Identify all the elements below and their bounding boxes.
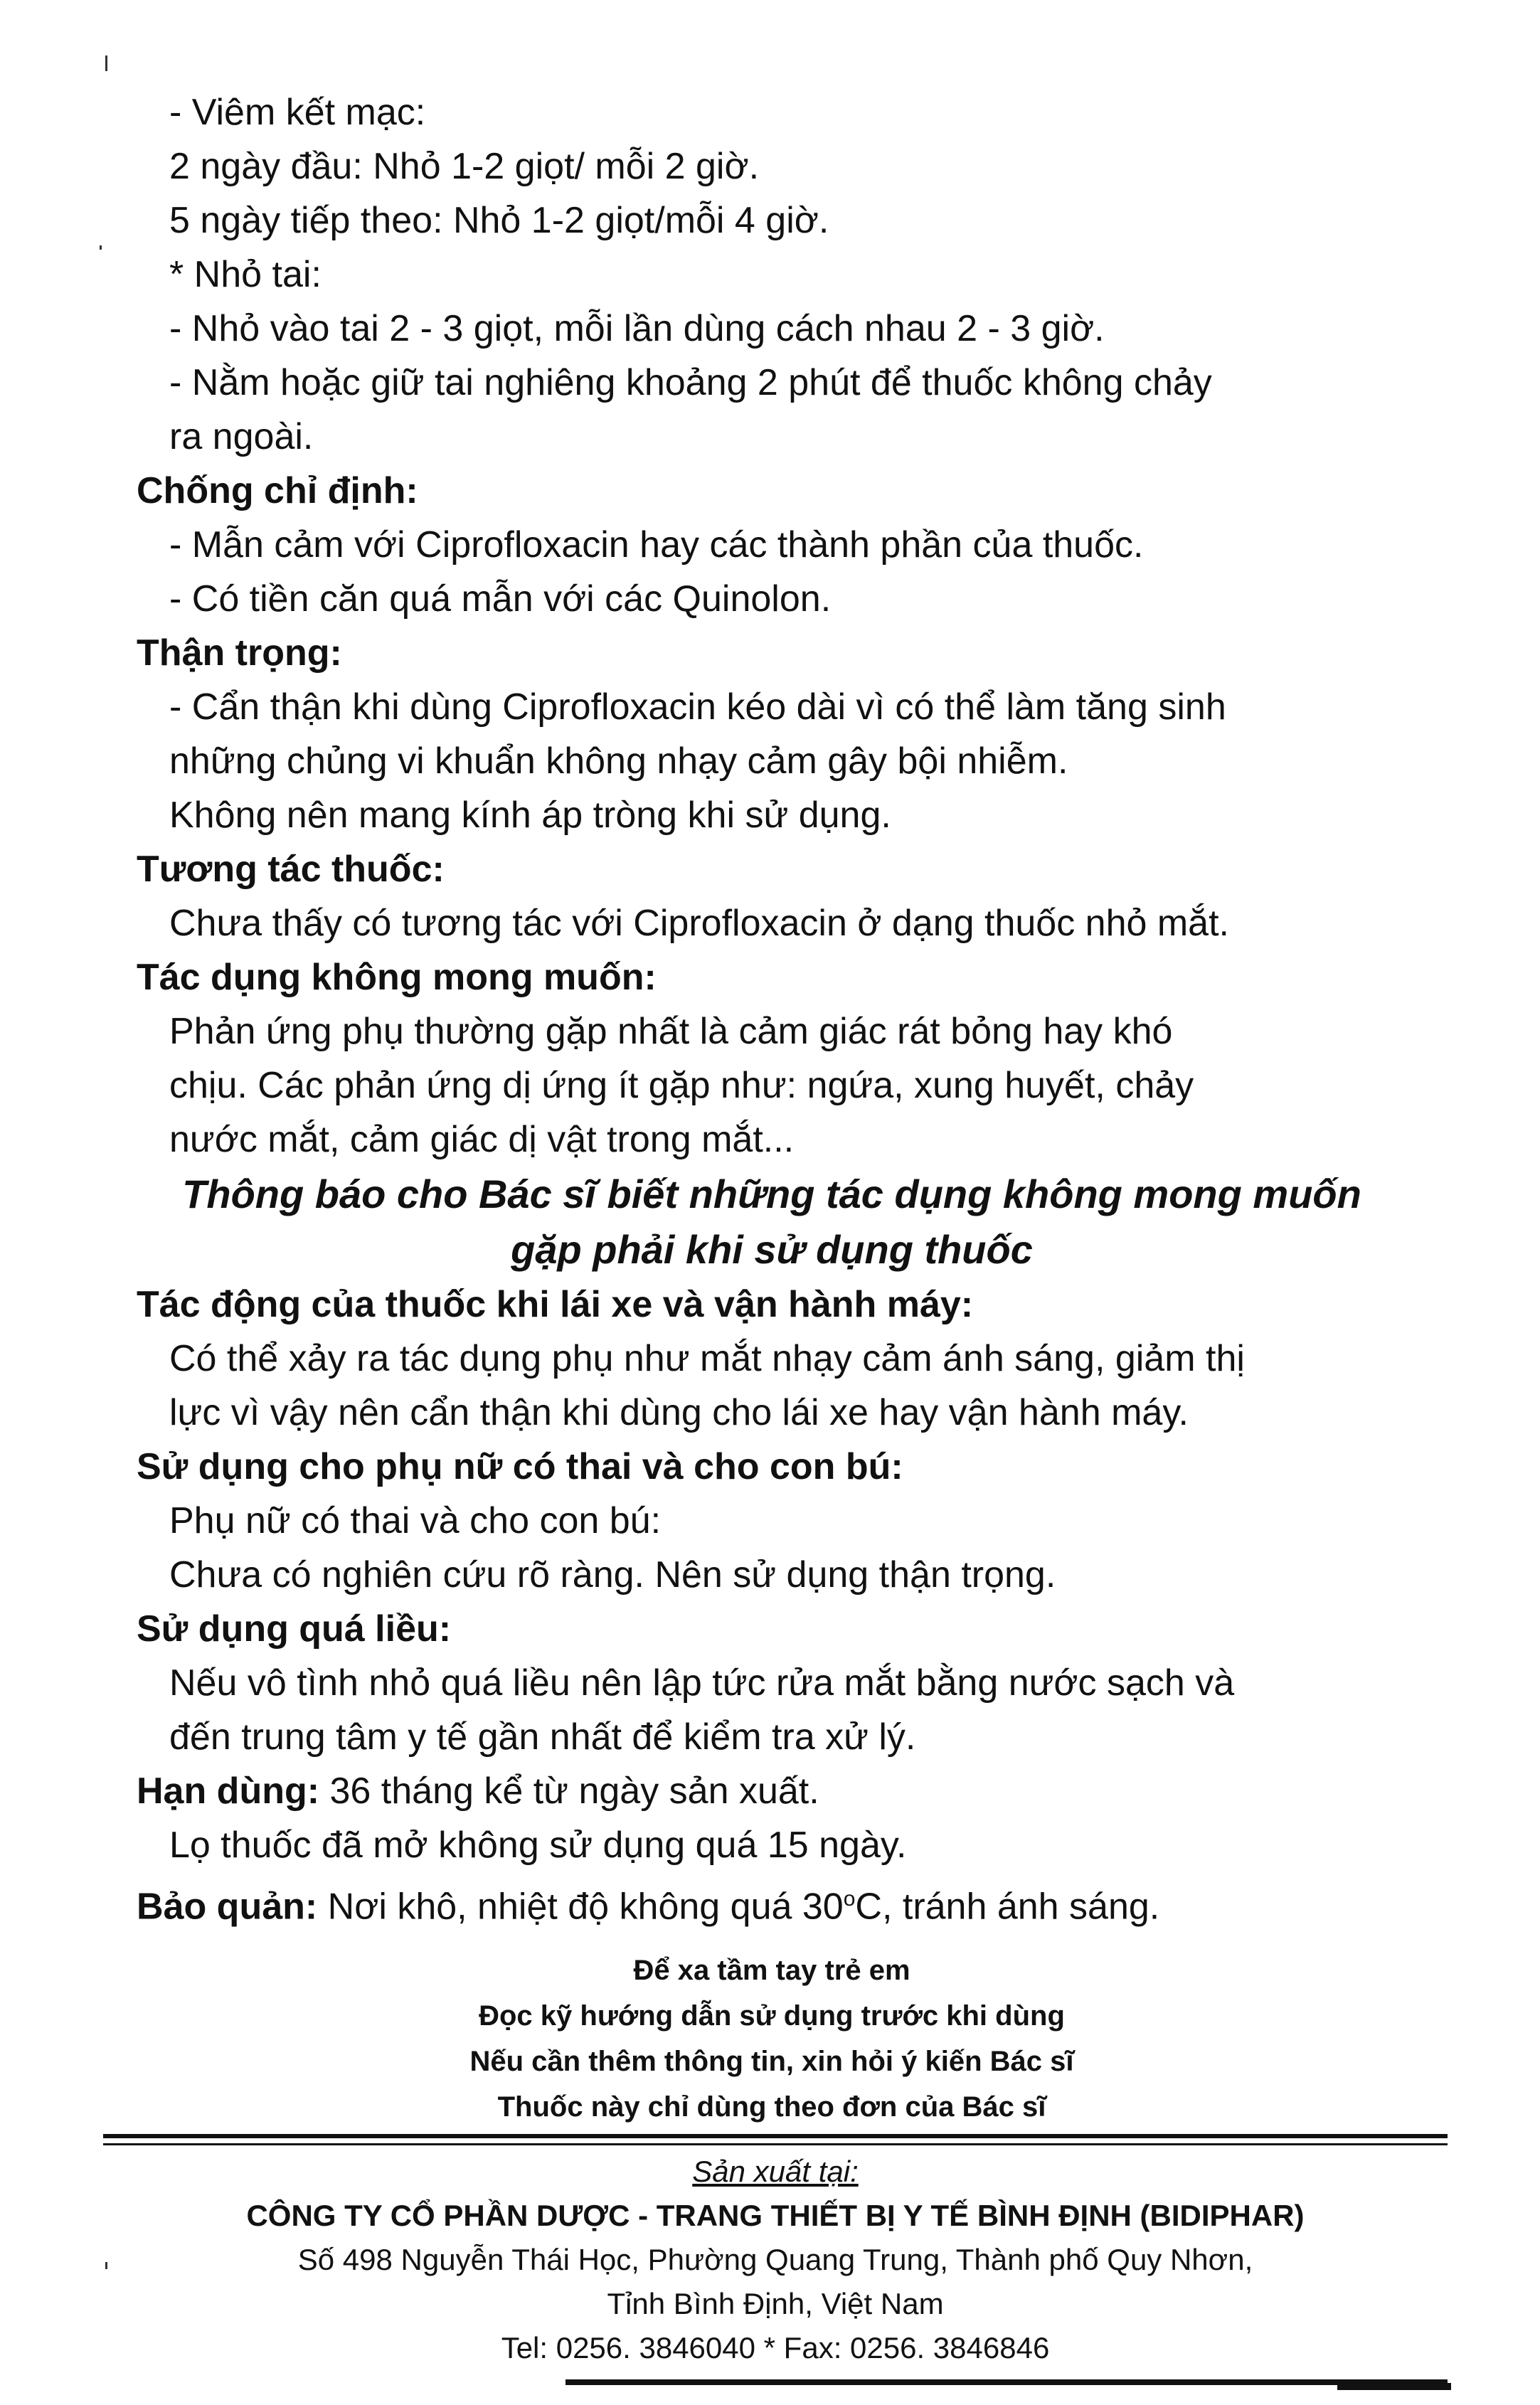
warnings-block <box>137 1948 1407 2130</box>
text-line: Phụ nữ có thai và cho con bú: <box>169 1500 662 1541</box>
text-line: - Nằm hoặc giữ tai nghiêng khoảng 2 phút để thuốc không chảy <box>169 362 1212 403</box>
text-line: ra ngoài. <box>169 416 314 457</box>
scan-speck <box>100 245 102 250</box>
section-heading-contraindications: Chống chỉ định: <box>137 470 418 511</box>
scan-speck <box>105 55 107 71</box>
manufacturer-name: CÔNG TY CỔ PHẦN DƯỢC - TRANG THIẾT BỊ Y TẾ BÌNH ĐỊNH (BIDIPHAR) <box>246 2199 1305 2232</box>
section-heading-storage: Bảo quản: <box>137 1886 318 1928</box>
text-line: Có thể xảy ra tác dụng phụ như mắt nhạy cảm ánh sáng, giảm thị <box>169 1338 1245 1379</box>
warning-line: Thuốc này chỉ dùng theo đơn của Bác sĩ <box>497 2091 1046 2123</box>
bottom-rule <box>1337 2383 1451 2390</box>
text-line: Chưa có nghiên cứu rõ ràng. Nên sử dụng thận trọng. <box>169 1554 1056 1596</box>
text-line: Lọ thuốc đã mở không sử dụng quá 15 ngày. <box>169 1825 907 1866</box>
leaflet-body <box>137 85 1407 2130</box>
section-heading-driving: Tác động của thuốc khi lái xe và vận hành máy: <box>137 1284 974 1325</box>
divider-rule <box>103 2134 1448 2138</box>
text-line: Chưa thấy có tương tác với Ciprofloxacin ở dạng thuốc nhỏ mắt. <box>169 903 1229 944</box>
text-line: * Nhỏ tai: <box>169 254 322 295</box>
notice-line: Thông báo cho Bác sĩ biết những tác dụng không mong muốn <box>182 1172 1361 1216</box>
section-heading-expiry: Hạn dùng: <box>137 1770 320 1812</box>
text-line: những chủng vi khuẩn không nhạy cảm gây bội nhiễm. <box>169 740 1068 782</box>
section-heading-overdose: Sử dụng quá liều: <box>137 1608 452 1650</box>
notice-line: gặp phải khi sử dụng thuốc <box>511 1227 1033 1272</box>
text-line: nước mắt, cảm giác dị vật trong mắt... <box>169 1119 795 1160</box>
text-line: Phản ứng phụ thường gặp nhất là cảm giác rát bỏng hay khó <box>169 1011 1173 1052</box>
text-line: chịu. Các phản ứng dị ứng ít gặp như: ngứa, xung huyết, chảy <box>169 1065 1194 1106</box>
section-heading-side-effects: Tác dụng không mong muốn: <box>137 957 657 998</box>
warning-line: Để xa tầm tay trẻ em <box>633 1955 910 1987</box>
text-line: - Cẩn thận khi dùng Ciprofloxacin kéo dài vì có thể làm tăng sinh <box>169 686 1226 728</box>
text-line: lực vì vậy nên cẩn thận khi dùng cho lái xe hay vận hành máy. <box>169 1392 1189 1433</box>
manufacturer-label: Sản xuất tại: <box>692 2155 859 2188</box>
section-heading-interactions: Tương tác thuốc: <box>137 849 445 890</box>
storage-line <box>137 1872 1407 1933</box>
manufacturer-address: Số 498 Nguyễn Thái Học, Phường Quang Trung, Thành phố Quy Nhơn, <box>297 2243 1253 2276</box>
section-heading-precautions: Thận trọng: <box>137 632 342 674</box>
expiry-text: 36 tháng kể từ ngày sản xuất. <box>319 1770 819 1812</box>
text-line: - Mẫn cảm với Ciprofloxacin hay các thành phần của thuốc. <box>169 524 1144 566</box>
text-line: Nếu vô tình nhỏ quá liều nên lập tức rửa mắt bằng nước sạch và <box>169 1662 1235 1704</box>
manufacturer-address: Tỉnh Bình Định, Việt Nam <box>607 2287 944 2320</box>
text-line: - Nhỏ vào tai 2 - 3 giọt, mỗi lần dùng cách nhau 2 - 3 giờ. <box>169 308 1105 349</box>
bottom-rule <box>565 2379 1448 2385</box>
warning-line: Đọc kỹ hướng dẫn sử dụng trước khi dùng <box>479 2000 1065 2032</box>
text-line: đến trung tâm y tế gần nhất để kiểm tra xử lý. <box>169 1716 916 1758</box>
manufacturer-footer <box>103 2150 1448 2370</box>
warning-line: Nếu cần thêm thông tin, xin hỏi ý kiến Bác sĩ <box>469 2046 1074 2078</box>
text-line: - Có tiền căn quá mẫn với các Quinolon. <box>169 578 832 620</box>
text-line: 5 ngày tiếp theo: Nhỏ 1-2 giọt/mỗi 4 giờ. <box>169 200 829 241</box>
text-line: Không nên mang kính áp tròng khi sử dụng. <box>169 795 891 836</box>
manufacturer-contact: Tel: 0256. 3846040 * Fax: 0256. 3846846 <box>501 2331 1050 2364</box>
text-line: 2 ngày đầu: Nhỏ 1-2 giọt/ mỗi 2 giờ. <box>169 146 760 187</box>
section-heading-pregnancy: Sử dụng cho phụ nữ có thai và cho con bú: <box>137 1446 903 1487</box>
degree-mark: o <box>843 1887 856 1911</box>
text-line: - Viêm kết mạc: <box>169 92 426 133</box>
divider-rule <box>103 2143 1448 2145</box>
storage-text: Nơi khô, nhiệt độ không quá 30 <box>317 1886 844 1928</box>
expiry-line <box>137 1764 1407 1818</box>
storage-text-end: C, tránh ánh sáng. <box>855 1886 1160 1928</box>
